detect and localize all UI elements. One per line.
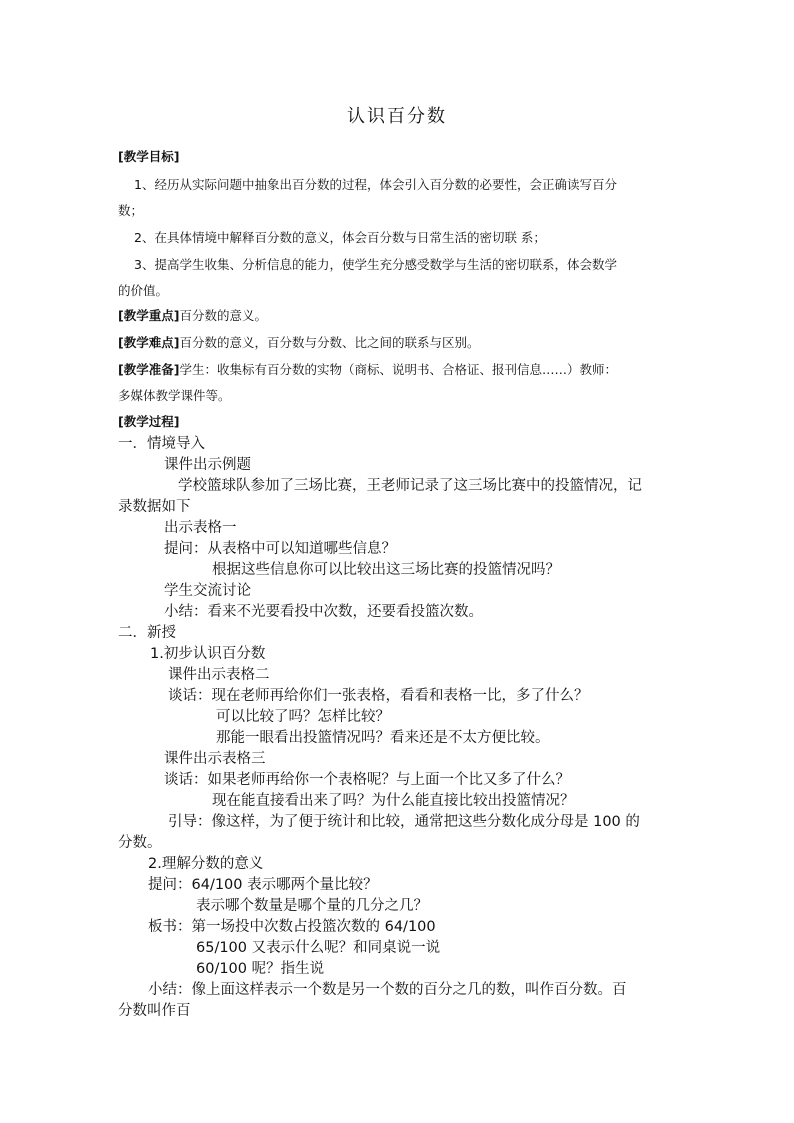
text-line: 可以比较了吗？怎样比较？ xyxy=(216,709,390,725)
text-line: 谈话：现在老师再给你们一张表格，看看和表格一比，多了什么？ xyxy=(168,688,589,704)
text-line: 出示表格一 xyxy=(164,520,237,536)
focus-text: 百分数的意义。 xyxy=(179,308,267,323)
text-line: 提问：从表格中可以知道哪些信息？ xyxy=(164,541,396,557)
text-line: 课件出示表格三 xyxy=(164,751,266,767)
text-line: 板书：第一场投中次数占投篮次数的 64/100 xyxy=(148,919,436,935)
teaching-difficulty xyxy=(118,333,479,351)
focus-label: [教学重点] xyxy=(118,308,180,323)
prep-text: 学生：收集标有百分数的实物（商标、说明书、合格证、报刊信息……）教师： xyxy=(179,362,617,377)
text-line: 小结：像上面这样表示一个数是另一个数的百分之几的数，叫作百分数。百 xyxy=(148,982,627,998)
text-line: 课件出示表格二 xyxy=(168,667,270,683)
document-title: 认识百分数 xyxy=(347,106,447,127)
prep-label: [教学准备] xyxy=(118,362,180,377)
text-line: 60/100 呢？指生说 xyxy=(196,961,325,977)
goal-1-line-2: 数； xyxy=(118,203,144,218)
process-label: [教学过程] xyxy=(118,414,180,429)
text-line: 根据这些信息你可以比较出这三场比赛的投篮情况吗？ xyxy=(212,562,560,578)
text-line: 分数叫作百 xyxy=(118,1003,191,1019)
text-line: 课件出示例题 xyxy=(164,457,251,473)
goal-3-line-1: 3、提高学生收集、分析信息的能力，使学生充分感受数学与生活的密切联系，体会数学 xyxy=(134,257,617,272)
text-line: 1.初步认识百分数 xyxy=(150,646,266,662)
text-line: 表示哪个数量是哪个量的几分之几？ xyxy=(196,898,428,914)
text-line: 录数据如下 xyxy=(118,499,191,515)
difficulty-text: 百分数的意义，百分数与分数、比之间的联系与区别。 xyxy=(179,335,480,350)
difficulty-label: [教学难点] xyxy=(118,335,180,350)
text-line: 那能一眼看出投篮情况吗？看来还是不太方便比较。 xyxy=(216,730,550,746)
goals-label: [教学目标] xyxy=(118,149,180,164)
goal-3-line-2: 的价值。 xyxy=(118,283,169,298)
goal-1-line-1: 1、经历从实际问题中抽象出百分数的过程，体会引入百分数的必要性，会正确读写百分 xyxy=(134,177,617,192)
teaching-prep xyxy=(118,360,617,378)
goal-2: 2、在具体情境中解释百分数的意义，体会百分数与日常生活的密切联 系； xyxy=(134,230,546,245)
text-line: 小结：看来不光要看投中次数，还要看投篮次数。 xyxy=(164,604,483,620)
prep-text-line-2: 多媒体教学课件等。 xyxy=(118,388,231,403)
text-line: 学校篮球队参加了三场比赛，王老师记录了这三场比赛中的投篮情况，记 xyxy=(178,478,642,494)
text-line: 引导：像这样，为了便于统计和比较，通常把这些分数化成分母是 100 的 xyxy=(168,814,640,830)
text-line: 现在能直接看出来了吗？为什么能直接比较出投篮情况？ xyxy=(212,793,575,809)
text-line: 提问：64/100 表示哪两个量比较？ xyxy=(148,877,378,893)
text-line: 65/100 又表示什么呢？和同桌说一说 xyxy=(196,940,441,956)
section-heading-2: 二．新授 xyxy=(118,625,176,641)
text-line: 谈话：如果老师再给你一个表格呢？与上面一个比又多了什么？ xyxy=(164,772,570,788)
text-line: 2.理解分数的意义 xyxy=(148,856,264,872)
teaching-focus xyxy=(118,306,267,324)
text-line: 分数。 xyxy=(118,835,162,851)
section-heading-1: 一．情境导入 xyxy=(118,436,205,452)
text-line: 学生交流讨论 xyxy=(164,583,251,599)
